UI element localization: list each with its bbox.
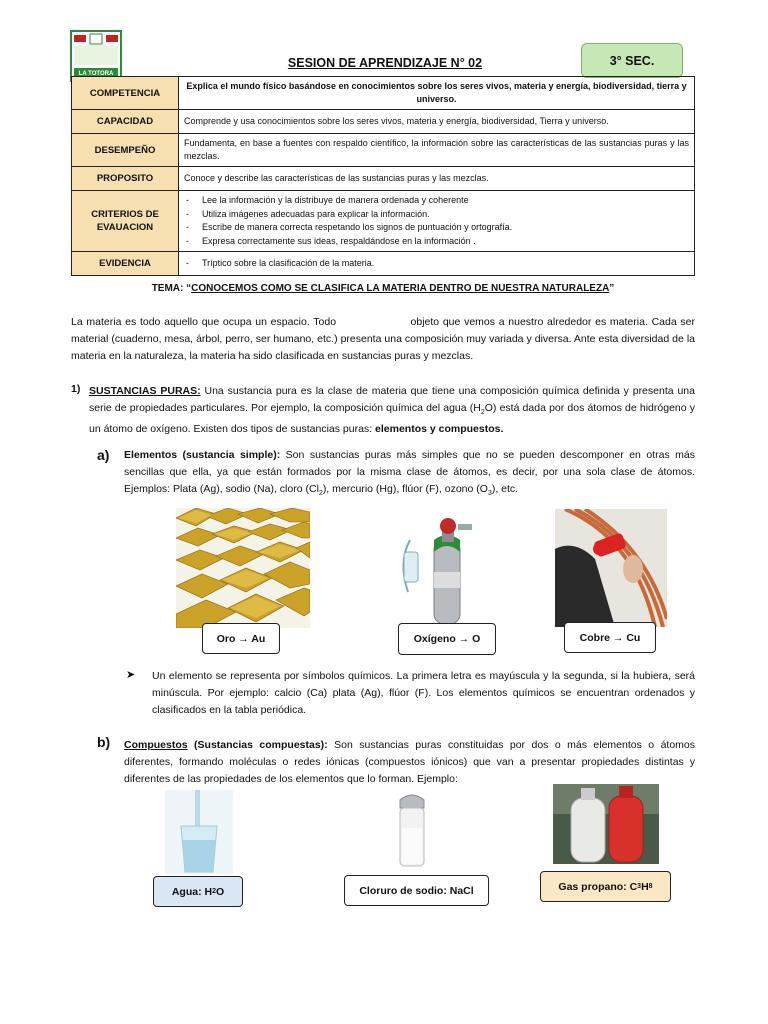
oxygen-tank-image <box>390 512 490 626</box>
water-glass-image <box>165 790 233 874</box>
label-desempeno: DESEMPEÑO <box>72 134 179 167</box>
criterios-list <box>184 194 689 248</box>
gold-bars-image <box>176 508 310 628</box>
label-competencia: COMPETENCIA <box>72 77 179 110</box>
label-capacidad: CAPACIDAD <box>72 110 179 134</box>
compounds-paragraph: Compuestos (Sustancias compuestas): Son sustancias puras constituidas por dos o más elementos o átomos diferentes, formando moléculas o redes iónicas (compuestos iónicos) que van a presentar propiedades distintas y diferentes de las propiedades de los elementos que lo forman. Ejemplo: <box>124 739 696 785</box>
section-number: 1) <box>71 383 81 395</box>
topic-heading: TEMA: “CONOCEMOS COMO SE CLASIFICA LA MATERIA DENTRO DE NUESTRA NATURALEZA” <box>151 283 615 294</box>
session-title: SESION DE APRENDIZAJE N° 02 <box>287 56 483 70</box>
school-logo <box>70 30 122 82</box>
text-capacidad: Comprende y usa conocimientos sobre los seres vivos, materia y energía, biodiversidad, Tierra y universo. <box>179 110 695 134</box>
grade-badge: 3° SEC. <box>581 43 683 78</box>
compounds-heading: Compuestos <box>124 739 188 751</box>
caption-propane: Gas propano: C 3 H 8 <box>540 871 671 902</box>
pure-substances-paragraph: SUSTANCIAS PURAS: Una sustancia pura es la clase de materia que tiene una composición química definida y presenta una serie de propiedades particulares. Por ejemplo, la composición química del agua $(H_2O)$ está dada por dos átomos de hidrógeno y un átomo de oxígeno. Existen dos tipos de sustancias puras: elementos y compuestos. <box>89 385 695 436</box>
elements-paragraph: Elementos (sustancia simple): Son sustancias puras más simples que no se pueden descomponer en otras más sencillas que ella, ya que están formados por la misma clase de átomos, es decir, por una sola clase de átomos. Ejemplos: Plata (Ag), sodio (Na), cloro $(Cl_2)$, mercurio (Hg), flúor (F), ozono $(O_3)$, etc. <box>124 449 695 498</box>
text-desempeno: Fundamenta, en base a fuentes con respaldo científico, la información sobre las características de las sustancias puras y las mezclas. <box>179 134 695 167</box>
item-letter-a: a) <box>97 447 110 463</box>
evidencia-cell <box>179 252 695 276</box>
criterio-item: - Lee la información y la distribuye de manera ordenada y coherente <box>184 194 689 208</box>
salt-shaker-image <box>392 788 432 870</box>
learning-plan-table <box>71 76 695 276</box>
caption-salt: Cloruro de sodio: NaCl <box>344 875 489 906</box>
school-name: LA TOTORA <box>78 71 114 77</box>
caption-oxygen: Oxígeno → O <box>398 623 496 655</box>
topic-title: CONOCEMOS COMO SE CLASIFICA LA MATERIA DENTRO DE NUESTRA NATURALEZA <box>191 283 610 294</box>
chemical-symbols-note: Un elemento se representa por símbolos químicos. La primera letra es mayúscula y la segunda, si la hubiera, será minúscula. Por ejemplo: calcio (Ca) plata (Ag), flúor (F). Los elementos químicos se encuentran ordenados y clasificados en la tabla periódica. <box>152 670 695 716</box>
criterio-item: - Escribe de manera correcta respetando los signos de puntuación y ortografía. <box>184 221 689 235</box>
label-evidencia: EVIDENCIA <box>72 252 179 276</box>
caption-water: Agua: H 2 O <box>153 876 243 907</box>
criterio-item: - Utiliza imágenes adecuadas para explicar la información. <box>184 208 689 222</box>
text-proposito: Conoce y describe las características de las sustancias puras y las mezclas. <box>179 167 695 191</box>
evidencia-item: - Tríptico sobre la clasificación de la materia. <box>184 257 689 271</box>
caption-copper: Cobre → Cu <box>564 622 656 653</box>
caption-gold: Oro → Au <box>202 623 280 654</box>
criterio-item: - Expresa correctamente sus ideas, respaldándose en la información . <box>184 235 689 249</box>
bullet-arrow-icon: ➤ <box>126 669 136 681</box>
criterios-list-cell <box>179 191 695 252</box>
text-competencia: Explica el mundo físico basándose en conocimientos sobre los seres vivos, materia y energía, biodiversidad, tierra y universo. <box>179 77 695 110</box>
propane-tanks-image <box>553 784 659 864</box>
label-proposito: PROPOSITO <box>72 167 179 191</box>
intro-paragraph: La materia es todo aquello que ocupa un espacio. Todo objeto que vemos a nuestro alrededor es materia. Cada ser material (cuaderno, mesa, árbol, perro, ser humano, etc.) presenta una composición muy variada y diversa. Ante esta diversidad de la materia en la naturaleza, la materia ha sido clasificada en sustancias puras y mezclas. <box>71 316 698 362</box>
label-criterios: CRITERIOS DE EVAUACION <box>72 191 179 252</box>
elements-heading: Elementos (sustancia simple): <box>124 449 281 461</box>
copper-pipe-image <box>555 509 667 627</box>
pure-substances-heading: SUSTANCIAS PURAS: <box>89 385 201 397</box>
item-letter-b: b) <box>97 734 111 750</box>
